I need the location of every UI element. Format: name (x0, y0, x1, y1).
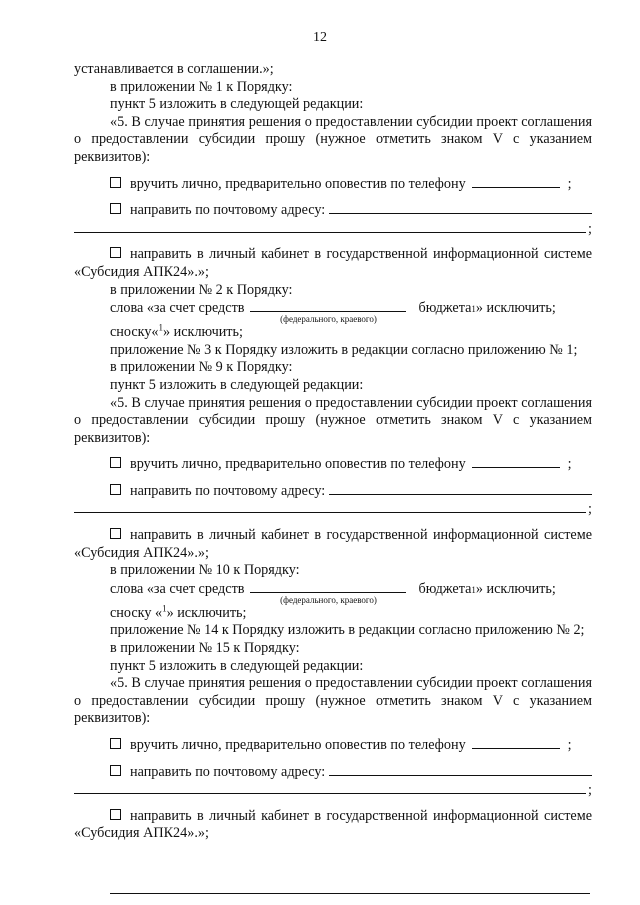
text-line: в приложении № 10 к Порядку: (110, 562, 300, 579)
blank-caption: (федерального, краевого) (280, 314, 377, 325)
address-line-2: ; (74, 220, 592, 239)
words-exclude-row: слова «за счет средств (федерального, краевого) бюджета 1 » исключить; (110, 300, 556, 325)
option-label: направить по почтовому адресу: (130, 763, 326, 780)
option-postal (74, 763, 592, 782)
text-line: пункт 5 изложить в следующей редакции: (110, 657, 364, 674)
option-hand-deliver: вручить лично, предварительно оповестив по телефону ; (74, 455, 592, 474)
option-hand-deliver: вручить лично, предварительно оповестив по телефону ; (74, 175, 592, 194)
paragraph: «5. В случае принятия решения о предоставлении субсидии проект соглашения о предоставлении субсидии прошу (нужное отметить знаком V с указанием реквизитов): (74, 113, 592, 165)
paragraph: «5. В случае принятия решения о предоставлении субсидии проект соглашения о предоставлении субсидии прошу (нужное отметить знаком V с указанием реквизитов): (74, 675, 592, 727)
checkbox[interactable] (110, 765, 121, 776)
budget-blank[interactable] (250, 580, 406, 593)
address-blank[interactable] (329, 201, 592, 214)
option-label: вручить лично, предварительно оповестив по телефону (130, 737, 466, 753)
text-line: пункт 5 изложить в следующей редакции: (110, 376, 364, 393)
option-cabinet (74, 527, 592, 562)
text-line: в приложении № 1 к Порядку: (110, 78, 293, 95)
address-blank[interactable] (74, 781, 586, 794)
address-line-2: ; (74, 781, 592, 800)
option-label: вручить лично, предварительно оповестив по телефону (130, 175, 466, 192)
address-blank[interactable] (329, 763, 592, 776)
option-label: направить по почтовому адресу: (130, 482, 326, 499)
paragraph: приложение № 14 к Порядку изложить в редакции согласно приложению № 2; (110, 622, 585, 639)
checkbox[interactable] (110, 738, 121, 749)
option-label: вручить лично, предварительно оповестив по телефону (130, 456, 466, 473)
address-line-2: ; (74, 500, 592, 519)
budget-blank[interactable] (250, 299, 406, 312)
option-postal (74, 482, 592, 501)
option-hand-deliver: вручить лично, предварительно оповестив по телефону ; (74, 736, 592, 755)
option-cabinet (74, 808, 592, 843)
option-label: направить по почтовому адресу: (130, 202, 326, 219)
address-blank[interactable] (74, 500, 586, 513)
page-number: 12 (313, 30, 327, 45)
paragraph: приложение № 3 к Порядку изложить в редакции согласно приложению № 1; (110, 341, 578, 358)
text-line: сноску«$^1$» исключить; (110, 322, 243, 341)
phone-blank[interactable] (472, 736, 560, 749)
option-cabinet (74, 246, 592, 281)
words-exclude-row: слова «за счет средств (федерального, краевого) бюджета 1 » исключить; (110, 580, 556, 605)
checkbox[interactable] (110, 484, 121, 495)
phone-blank[interactable] (472, 455, 560, 468)
paragraph: «5. В случае принятия решения о предоставлении субсидии проект соглашения о предоставлении субсидии прошу (нужное отметить знаком V с указанием реквизитов): (74, 394, 592, 446)
phone-blank[interactable] (472, 175, 560, 188)
checkbox[interactable] (110, 177, 121, 188)
address-blank[interactable] (329, 482, 592, 495)
checkbox[interactable] (110, 457, 121, 468)
checkbox[interactable] (110, 203, 121, 214)
address-blank[interactable] (74, 220, 586, 233)
checkbox[interactable] (110, 809, 121, 820)
option-label: направить в личный кабинет в государственной информационной системе «Субсидия АПК24».»; (74, 807, 592, 842)
text-line: сноску «$^1$» исключить; (110, 603, 247, 621)
text-line: в приложении № 2 к Порядку: (110, 281, 293, 298)
text-line: в приложении № 9 к Порядку: (110, 359, 293, 376)
blank-caption: (федерального, краевого) (280, 594, 377, 605)
bottom-rule (110, 893, 590, 894)
checkbox[interactable] (110, 528, 121, 539)
text-line: в приложении № 15 к Порядку: (110, 640, 300, 657)
text-line: пункт 5 изложить в следующей редакции: (110, 96, 364, 113)
option-label: направить в личный кабинет в государственной информационной системе «Субсидия АПК24».»; (74, 246, 592, 280)
text-line: устанавливается в соглашении.»; (74, 61, 274, 77)
option-postal (74, 201, 592, 220)
document-body (74, 61, 592, 843)
checkbox[interactable] (110, 247, 121, 258)
option-label: направить в личный кабинет в государственной информационной системе «Субсидия АПК24».»; (74, 527, 592, 561)
